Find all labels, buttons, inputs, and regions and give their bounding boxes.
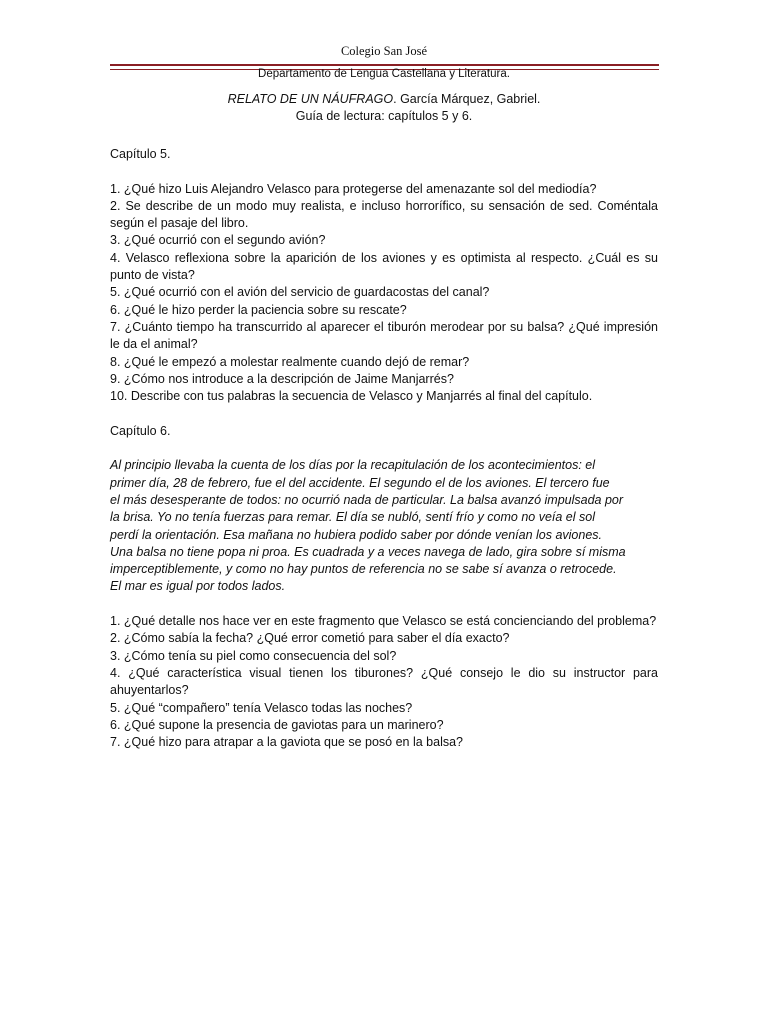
book-excerpt — [110, 457, 658, 595]
excerpt-line: imperceptiblemente, y como no hay puntos de referencia no se sabe sí avanza o retrocede. — [110, 562, 617, 577]
question-item: 7. ¿Qué hizo para atrapar a la gaviota que se posó en la balsa? — [110, 735, 464, 750]
question-item: 4. ¿Qué característica visual tienen los tiburones? ¿Qué consejo le dio su instructor para ahuyentarlos? — [110, 665, 658, 698]
excerpt-line: Una balsa no tiene popa ni proa. Es cuadrada y a veces navega de lado, gira sobre sí misma — [110, 544, 626, 559]
excerpt-line: perdí la orientación. Esa mañana no hubiera podido saber por dónde venían los aviones. — [110, 527, 603, 542]
question-item: 7. ¿Cuánto tiempo ha transcurrido al aparecer el tiburón merodear por su balsa? ¿Qué impresión le da el animal? — [110, 319, 658, 352]
question-item: 5. ¿Qué “compañero” tenía Velasco todas las noches? — [110, 700, 413, 715]
question-item: 2. Se describe de un modo muy realista, e incluso horrorífico, su sensación de sed. Coméntala según el pasaje del libro. — [110, 198, 658, 231]
chapter-5-questions — [110, 181, 658, 406]
excerpt-line: la brisa. Yo no tenía fuerzas para remar. El día se nubló, sentí frío y como no veía el sol — [110, 510, 595, 525]
header-rule-thick — [110, 64, 659, 66]
question-item: 1. ¿Qué hizo Luis Alejandro Velasco para protegerse del amenazante sol del mediodía? — [110, 181, 597, 196]
book-author: . García Márquez, Gabriel. — [393, 92, 541, 106]
department-line: Departamento de Lengua Castellana y Literatura. — [258, 68, 510, 80]
excerpt-line: El mar es igual por todos lados. — [110, 579, 286, 594]
excerpt-line: Al principio llevaba la cuenta de los días por la recapitulación de los acontecimientos: el — [110, 458, 596, 473]
school-name: Colegio San José — [340, 44, 428, 58]
book-title: RELATO DE UN NÁUFRAGO — [227, 92, 394, 106]
chapter-5-heading: Capítulo 5. — [110, 147, 171, 161]
question-item: 8. ¿Qué le empezó a molestar realmente cuando dejó de remar? — [110, 354, 470, 369]
document-body — [110, 146, 658, 751]
question-item: 5. ¿Qué ocurrió con el avión del servicio de guardacostas del canal? — [110, 285, 490, 300]
document-subtitle: Guía de lectura: capítulos 5 y 6. — [295, 109, 473, 123]
question-item: 9. ¿Cómo nos introduce a la descripción de Jaime Manjarrés? — [110, 371, 454, 386]
excerpt-line: primer día, 28 de febrero, fue el del accidente. El segundo el de los aviones. El tercero fue — [110, 475, 610, 490]
document-title — [0, 92, 768, 106]
chapter-6-questions — [110, 613, 658, 751]
chapter-6-heading: Capítulo 6. — [110, 423, 171, 438]
excerpt-line: el más desesperante de todos: no ocurrió nada de particular. La balsa avanzó impulsada por — [110, 492, 624, 507]
question-item: 10. Describe con tus palabras la secuencia de Velasco y Manjarrés al final del capítulo. — [110, 389, 593, 404]
question-item: 3. ¿Qué ocurrió con el segundo avión? — [110, 233, 326, 248]
question-item: 6. ¿Qué le hizo perder la paciencia sobre su rescate? — [110, 302, 407, 317]
question-item: 1. ¿Qué detalle nos hace ver en este fragmento que Velasco se está concienciando del problema? — [110, 614, 657, 629]
question-item: 2. ¿Cómo sabía la fecha? ¿Qué error cometió para saber el día exacto? — [110, 631, 510, 646]
question-item: 4. Velasco reflexiona sobre la aparición de los aviones y es optimista al respecto. ¿Cuál es su punto de vista? — [110, 250, 658, 283]
question-item: 3. ¿Cómo tenía su piel como consecuencia del sol? — [110, 648, 397, 663]
question-item: 6. ¿Qué supone la presencia de gaviotas para un marinero? — [110, 717, 444, 732]
